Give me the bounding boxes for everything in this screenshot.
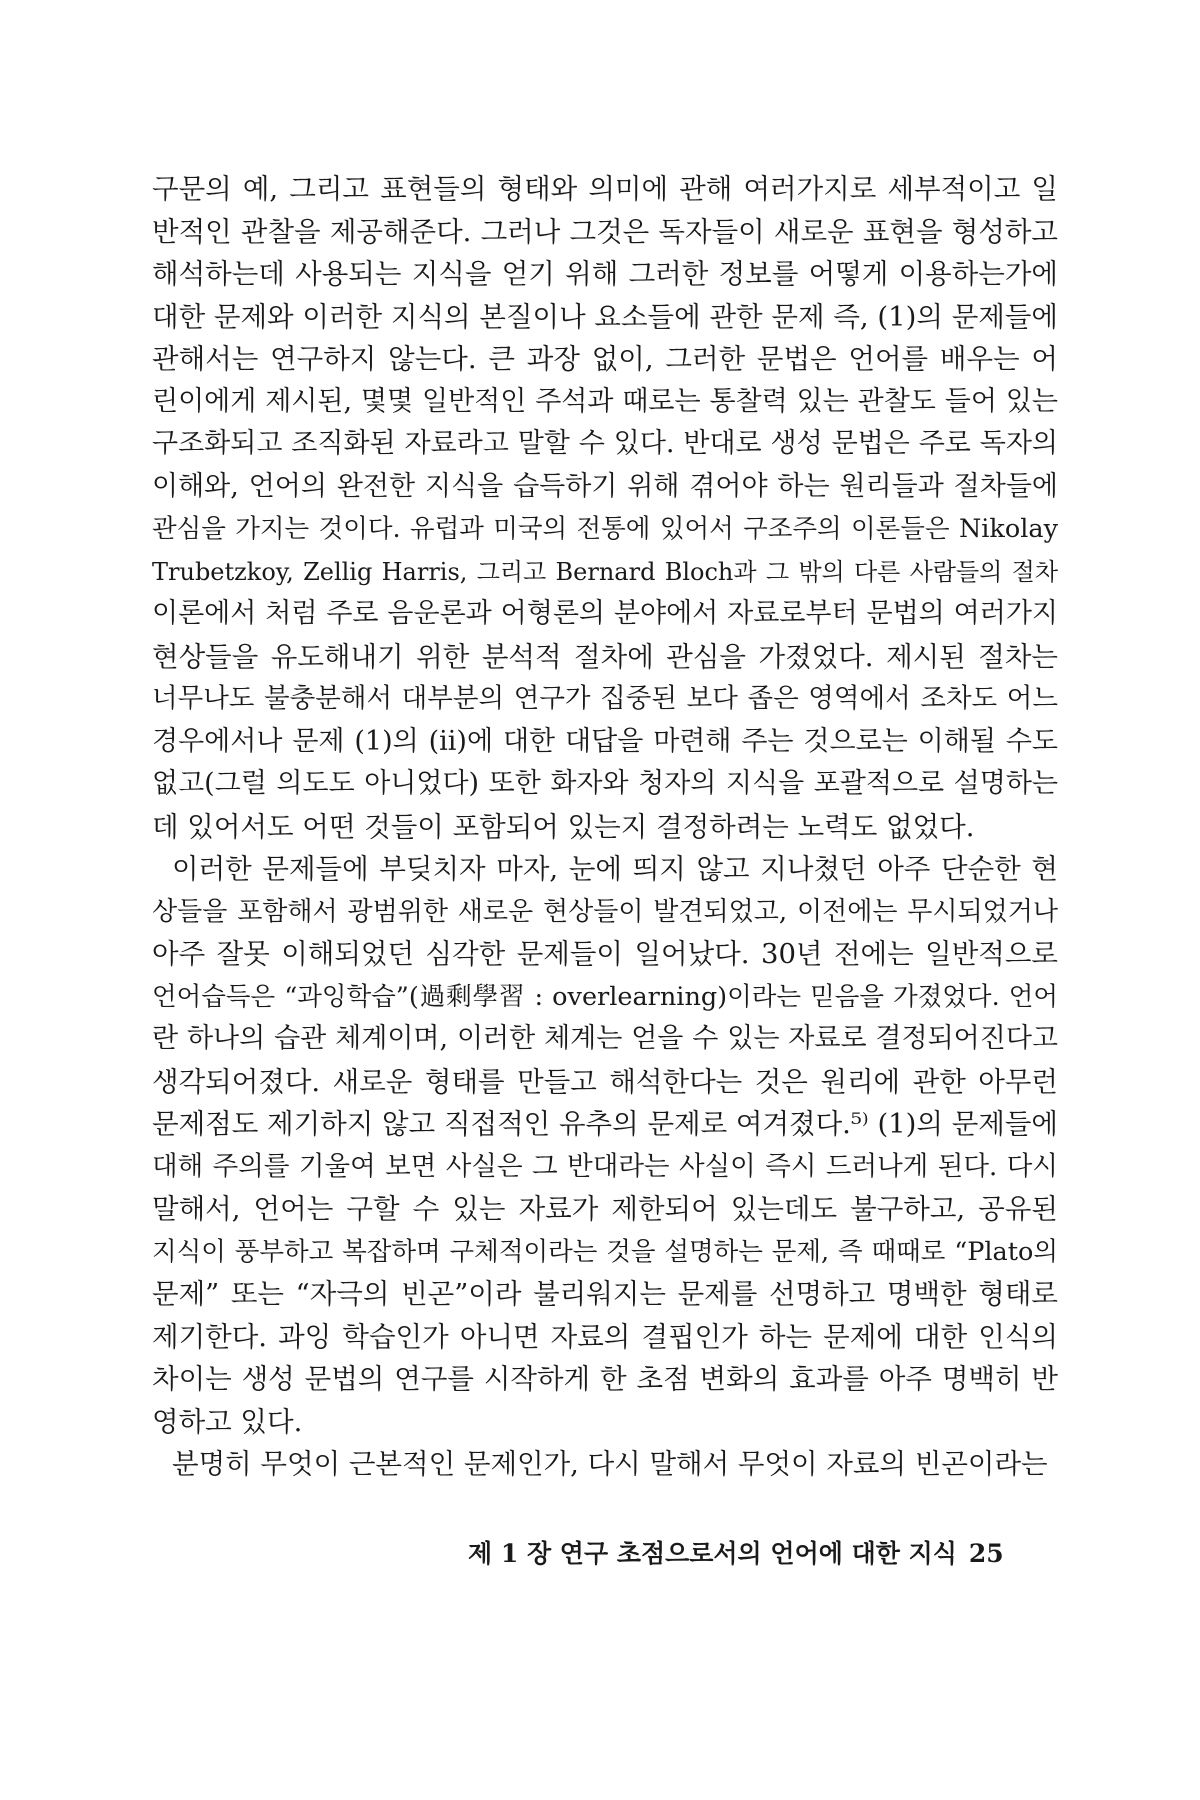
running-title: 제 1 장 연구 초점으로서의 언어에 대한 지식	[468, 1539, 957, 1568]
text-line: Trubetzkoy, Zellig Harris, 그리고 Bernard Bloch과 그 밖의 다른 사람들의 절차	[152, 557, 1058, 586]
text-line: 이해와, 언어의 완전한 지식을 습득하기 위해 겪어야 하는 원리들과 절차들에	[152, 470, 1058, 502]
text-line: 문제점도 제기하지 않고 직접적인 유추의 문제로 여겨졌다.⁵⁾ (1)의 문제들에	[152, 1108, 1058, 1140]
text-line: 아주 잘못 이해되었던 심각한 문제들이 일어났다. 30년 전에는 일반적으로	[152, 938, 1058, 970]
paragraph	[152, 848, 1058, 1443]
text-line: 해석하는데 사용되는 지식을 얻기 위해 그러한 정보를 어떻게 이용하는가에	[152, 258, 1058, 290]
body-text	[152, 168, 1058, 1486]
text-line: 제기한다. 과잉 학습인가 아니면 자료의 결핍인가 하는 문제에 대한 인식의	[152, 1320, 1058, 1353]
text-line: 지식이 풍부하고 복잡하며 구체적이라는 것을 설명하는 문제, 즉 때때로 “Plato의	[152, 1236, 1058, 1267]
text-line: 데 있어서도 어떤 것들이 포함되어 있는지 결정하려는 노력도 없었다.	[152, 810, 975, 843]
text-line: 언어습득은 “과잉학습”(過剩學習 : overlearning)이라는 믿음을 가졌었다. 언어	[152, 981, 1058, 1012]
text-line: 이러한 문제들에 부딪치자 마자, 눈에 띄지 않고 지나쳤던 아주 단순한 현	[172, 853, 1058, 885]
text-line: 너무나도 불충분해서 대부분의 연구가 집중된 보다 좁은 영역에서 조차도 어느	[152, 683, 1058, 714]
text-line: 구조화되고 조직화된 자료라고 말할 수 있다. 반대로 생성 문법은 주로 독자의	[152, 428, 1058, 459]
text-line: 영하고 있다.	[152, 1405, 303, 1438]
text-line: 이론에서 처럼 주로 음운론과 어형론의 분야에서 자료로부터 문법의 여러가지	[152, 598, 1058, 629]
text-line: 대해 주의를 기울여 보면 사실은 그 반대라는 사실이 즉시 드러나게 된다. 다시	[152, 1150, 1058, 1182]
text-line: 반적인 관찰을 제공해준다. 그러나 그것은 독자들이 새로운 표현을 형성하고	[152, 215, 1058, 248]
text-line: 분명히 무엇이 근본적인 문제인가, 다시 말해서 무엇이 자료의 빈곤이라는	[172, 1448, 1048, 1480]
text-line: 현상들을 유도해내기 위한 분석적 절차에 관심을 가졌었다. 제시된 절차는	[152, 640, 1058, 673]
text-line: 문제” 또는 “자극의 빈곤”이라 불리워지는 문제를 선명하고 명백한 형태로	[152, 1278, 1058, 1310]
text-line: 대한 문제와 이러한 지식의 본질이나 요소들에 관한 문제 즉, (1)의 문제들에	[152, 300, 1058, 333]
paragraph	[152, 1443, 1058, 1486]
paragraph	[152, 168, 1058, 848]
text-line: 관해서는 연구하지 않는다. 큰 과장 없이, 그러한 문법은 언어를 배우는 어	[152, 343, 1058, 375]
text-line: 구문의 예, 그리고 표현들의 형태와 의미에 관해 여러가지로 세부적이고 일	[152, 173, 1058, 205]
text-line: 없고(그럴 의도도 아니었다) 또한 화자와 청자의 지식을 포괄적으로 설명하는	[152, 768, 1058, 799]
text-line: 관심을 가지는 것이다. 유럽과 미국의 전통에 있어서 구조주의 이론들은 Nikolay	[152, 514, 1058, 544]
text-line: 경우에서나 문제 (1)의 (ii)에 대한 대답을 마련해 주는 것으로는 이해될 수도	[152, 725, 1058, 757]
text-line: 생각되어졌다. 새로운 형태를 만들고 해석한다는 것은 원리에 관한 아무런	[152, 1065, 1058, 1098]
page-footer	[468, 1534, 1058, 1570]
text-line: 린이에게 제시된, 몇몇 일반적인 주석과 때로는 통찰력 있는 관찰도 들어 있는	[152, 385, 1058, 417]
text-line: 말해서, 언어는 구할 수 있는 자료가 제한되어 있는데도 불구하고, 공유된	[152, 1193, 1058, 1225]
page-number: 25	[968, 1539, 1004, 1568]
text-line: 상들을 포함해서 광범위한 새로운 현상들이 발견되었고, 이전에는 무시되었거나	[152, 896, 1058, 927]
text-line: 란 하나의 습관 체계이며, 이러한 체계는 얻을 수 있는 자료로 결정되어진다고	[152, 1023, 1058, 1054]
text-line: 차이는 생성 문법의 연구를 시작하게 한 초점 변화의 효과를 아주 명백히 반	[152, 1363, 1058, 1395]
